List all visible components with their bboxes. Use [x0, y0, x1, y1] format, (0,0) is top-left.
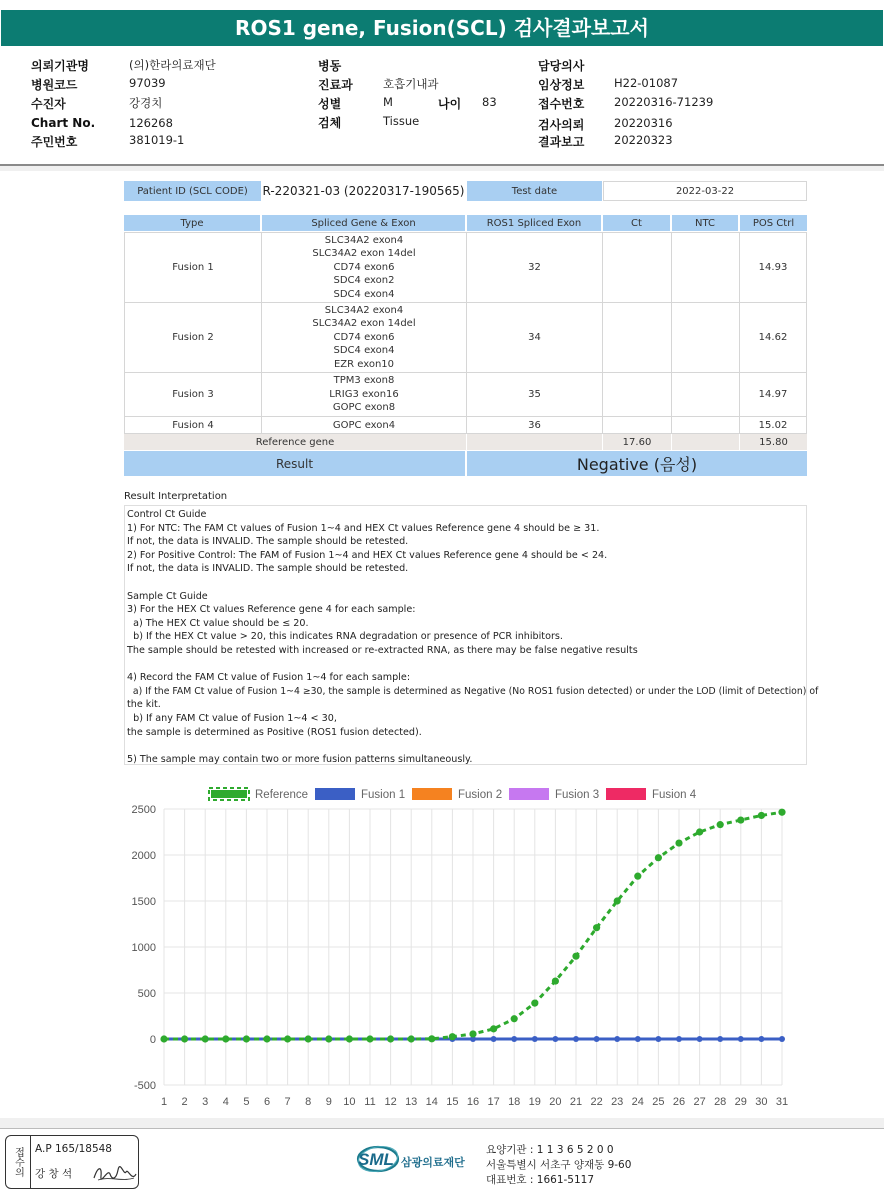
header-label: 성별: [318, 97, 342, 111]
table-cell-ct: [602, 372, 672, 417]
table-cell-type: Fusion 3: [124, 372, 262, 417]
interpretation-line: The sample should be retested with increased or re-extracted RNA, as there may be false negative results: [127, 644, 638, 656]
header-value: 호흡기내과: [383, 77, 439, 91]
data-point: [428, 1035, 435, 1042]
data-point: [737, 816, 744, 823]
y-tick-label: 1500: [131, 896, 156, 908]
col-header-exon: ROS1 Spliced Exon: [467, 215, 601, 231]
header-value: 20220316: [614, 116, 673, 130]
table-cell-ntc: [671, 232, 740, 303]
x-tick-label: 8: [305, 1096, 312, 1108]
x-tick-label: 6: [263, 1096, 271, 1108]
x-tick-label: 28: [714, 1096, 727, 1108]
interpretation-line: [127, 658, 806, 672]
x-tick-label: 22: [590, 1096, 603, 1108]
x-tick-label: 20: [549, 1096, 562, 1108]
address: 서울특별시 서초구 양재동 9-60: [486, 1159, 632, 1171]
test-date-value: 2022-03-22: [603, 181, 807, 201]
header-label: 병원코드: [31, 78, 78, 92]
result-label: Result: [124, 451, 465, 476]
header-label: Chart No.: [31, 116, 96, 130]
x-tick-label: 25: [652, 1096, 665, 1108]
x-tick-label: 9: [325, 1096, 332, 1108]
data-point: [263, 1035, 270, 1042]
x-tick-label: 21: [569, 1096, 583, 1108]
data-point: [614, 897, 621, 904]
data-point: [634, 873, 641, 880]
table-cell-type: Fusion 1: [124, 232, 262, 303]
doctor-stamp: [5, 1135, 139, 1189]
legend-swatch: [606, 788, 646, 800]
x-tick-label: 5: [243, 1096, 250, 1108]
table-cell-ct: [602, 416, 672, 434]
table-cell-exon: 36: [466, 416, 603, 434]
data-point: [511, 1015, 518, 1022]
y-tick-label: 2000: [131, 850, 156, 862]
report-title: ROS1 gene, Fusion(SCL) 검사결과보고서: [1, 10, 883, 46]
org-name: 삼광의료재단: [401, 1156, 465, 1169]
header-value: 381019-1: [129, 133, 185, 147]
y-tick-label: 2500: [131, 804, 156, 816]
legend-swatch: [509, 788, 549, 800]
x-tick-label: 13: [405, 1096, 418, 1108]
stamp-doctor-name: 강 창 석: [35, 1168, 73, 1180]
x-tick-label: 10: [343, 1096, 356, 1108]
table-cell-ntc: [671, 302, 740, 373]
interpretation-line: b) If any FAM Ct value of Fusion 1~4 < 30,: [127, 712, 337, 724]
data-point: [593, 924, 600, 931]
header-value: H22-01087: [614, 76, 679, 90]
reference-gene-ntc: [672, 434, 739, 450]
legend-swatch: [315, 788, 355, 800]
header-label: 병동: [318, 59, 342, 73]
table-cell-pos: 14.93: [739, 232, 807, 303]
interpretation-line: a) If the FAM Ct value of Fusion 1~4 ≥30, the sample is determined as Negative (No ROS1 fusion detected) or under the LOD (limit of Detection) of: [127, 685, 819, 697]
gene-exon: SDC4 exon2: [333, 275, 395, 287]
x-tick-label: 11: [364, 1096, 376, 1108]
interpretation-line: 5) The sample may contain two or more fusion patterns simultaneously.: [127, 753, 473, 765]
legend-label: Fusion 3: [555, 789, 600, 801]
data-point: [738, 1036, 744, 1042]
signature-image: [92, 1162, 138, 1186]
data-point: [305, 1035, 312, 1042]
data-point: [160, 1035, 167, 1042]
x-tick-label: 19: [528, 1096, 541, 1108]
header-value: Tissue: [383, 114, 420, 128]
footer-divider: [0, 1128, 884, 1129]
age-value: 83: [482, 95, 497, 109]
gene-exon: GOPC exon8: [332, 402, 396, 414]
header-label: 결과보고: [538, 135, 585, 149]
institution-code: 요양기관 : 1 1 3 6 5 2 0 0: [486, 1144, 614, 1156]
data-point: [181, 1035, 188, 1042]
interpretation-line: If not, the data is INVALID. The sample should be retested.: [127, 563, 409, 575]
x-tick-label: 31: [775, 1096, 789, 1108]
data-point: [758, 812, 765, 819]
interpretation-line: b) If the HEX Ct value > 20, this indicates RNA degradation or presence of PCR inhibitors.: [127, 631, 563, 643]
header-label: 진료과: [318, 78, 353, 92]
data-point: [594, 1036, 600, 1042]
gene-exon: SDC4 exon4: [333, 288, 395, 300]
data-point: [531, 1000, 538, 1007]
table-cell-ct: [602, 302, 672, 373]
col-header-genes: Spliced Gene & Exon: [262, 215, 465, 231]
data-point: [717, 1036, 723, 1042]
y-tick-label: -500: [133, 1080, 156, 1092]
x-tick-label: 3: [202, 1096, 209, 1108]
data-point: [779, 1036, 785, 1042]
legend-swatch: [412, 788, 452, 800]
data-point: [449, 1033, 456, 1040]
interpretation-line: the sample is determined as Positive (ROS1 fusion detected).: [127, 726, 422, 738]
x-tick-label: 27: [693, 1096, 706, 1108]
table-cell-genes: GOPC exon4: [261, 416, 467, 434]
x-tick-label: 2: [181, 1096, 188, 1108]
header-value: M: [383, 95, 393, 109]
result-value: Negative (음성): [467, 451, 807, 476]
interpretation-line: 2) For Positive Control: The FAM of Fusion 1~4 and HEX Ct values Reference gene 4 should be < 24.: [127, 549, 608, 561]
table-cell-pos: 15.02: [739, 416, 807, 434]
col-header-ntc: NTC: [672, 215, 738, 231]
gene-exon: SLC34A2 exon 14del: [312, 248, 416, 260]
patient-id-label: Patient ID (SCL CODE): [124, 181, 261, 201]
data-point: [573, 1036, 579, 1042]
gene-exon: TPM3 exon8: [333, 375, 395, 387]
legend-swatch-fill: [211, 790, 247, 798]
header-label: 의뢰기관명: [31, 59, 89, 73]
table-cell-genes: [261, 302, 467, 373]
x-tick-label: 24: [631, 1096, 644, 1108]
logo-text: SML: [358, 1150, 394, 1169]
data-point: [778, 809, 785, 816]
x-tick-label: 29: [734, 1096, 747, 1108]
x-tick-label: 7: [284, 1096, 291, 1108]
data-point: [676, 1036, 682, 1042]
x-tick-label: 1: [160, 1096, 168, 1108]
data-point: [408, 1035, 415, 1042]
data-point: [243, 1035, 250, 1042]
interpretation-line: 4) Record the FAM Ct value of Fusion 1~4 for each sample:: [127, 672, 411, 684]
data-point: [572, 953, 579, 960]
x-tick-label: 26: [672, 1096, 686, 1108]
stamp-ap-number: A.P 165/18548: [35, 1143, 112, 1155]
x-tick-label: 4: [222, 1096, 229, 1108]
table-cell-ntc: [671, 372, 740, 417]
header-label: 주민번호: [31, 135, 78, 149]
header-label: 접수번호: [538, 97, 585, 111]
chart-svg: [0, 778, 884, 1113]
data-point: [366, 1035, 373, 1042]
data-point: [655, 854, 662, 861]
table-cell-type: Fusion 4: [124, 416, 262, 434]
x-tick-label: 12: [384, 1096, 397, 1108]
header-value: 97039: [129, 76, 166, 90]
data-point: [532, 1036, 538, 1042]
data-point: [717, 821, 724, 828]
age-label: 나이: [438, 97, 462, 111]
col-header-ct: Ct: [603, 215, 670, 231]
x-tick-label: 17: [487, 1096, 500, 1108]
gene-exon: LRIG3 exon16: [329, 388, 399, 400]
interpretation-line: 3) For the HEX Ct values Reference gene 4 for each sample:: [127, 604, 416, 616]
table-cell-exon: 34: [466, 302, 603, 373]
data-point: [202, 1035, 209, 1042]
interpretation-line: a) The HEX Ct value should be ≤ 20.: [127, 617, 309, 629]
data-point: [491, 1036, 497, 1042]
header-label: 검사의뢰: [538, 118, 585, 132]
gene-exon: SLC34A2 exon4: [324, 234, 404, 246]
gene-exon: SDC4 exon4: [333, 345, 395, 357]
legend-label: Fusion 2: [458, 789, 503, 801]
interpretation-box: [124, 505, 819, 765]
data-point: [697, 1036, 703, 1042]
col-header-type: Type: [124, 215, 260, 231]
table-cell-pos: 14.62: [739, 302, 807, 373]
header-label: 수진자: [31, 97, 66, 111]
data-point: [284, 1035, 291, 1042]
header-value: 20220323: [614, 133, 673, 147]
data-point: [469, 1030, 476, 1037]
table-cell-ntc: [671, 416, 740, 434]
legend-label: Fusion 1: [361, 789, 406, 801]
reference-gene-ct: 17.60: [603, 434, 671, 450]
x-tick-label: 18: [508, 1096, 521, 1108]
data-point: [222, 1035, 229, 1042]
data-point: [552, 977, 559, 984]
header-value: 강경치: [129, 96, 163, 110]
table-cell-type: Fusion 2: [124, 302, 262, 373]
table-cell-exon: 32: [466, 232, 603, 303]
x-tick-label: 15: [446, 1096, 459, 1108]
gene-exon: CD74 exon6: [333, 261, 395, 273]
interpretation-line: 1) For NTC: The FAM Ct values of Fusion 1~4 and HEX Ct values Reference gene 4 should be ≥ 31.: [127, 522, 600, 534]
interpretation-line: the kit.: [127, 699, 161, 711]
data-point: [614, 1036, 620, 1042]
interpretation-line: Sample Ct Guide: [127, 590, 208, 602]
header-value: 126268: [129, 116, 173, 130]
data-point: [696, 828, 703, 835]
gene-exon: CD74 exon6: [333, 331, 395, 343]
phone-number: 대표번호 : 1661-5117: [486, 1174, 595, 1186]
gene-exon: SLC34A2 exon4: [324, 304, 404, 316]
interpretation-line: Control Ct Guide: [127, 509, 207, 520]
header-label: 임상정보: [538, 78, 585, 92]
x-tick-label: 16: [466, 1096, 480, 1108]
footer-band: [0, 1118, 884, 1128]
data-point: [758, 1036, 764, 1042]
interpretation-line: [127, 576, 806, 590]
data-point: [325, 1035, 332, 1042]
x-tick-label: 14: [425, 1096, 438, 1108]
data-point: [511, 1036, 517, 1042]
amplification-chart: [0, 778, 884, 1113]
data-point: [346, 1035, 353, 1042]
table-cell-genes: [261, 232, 467, 303]
x-tick-label: 30: [755, 1096, 768, 1108]
col-header-pos: POS Ctrl: [740, 215, 807, 231]
data-point: [387, 1035, 394, 1042]
reference-gene-pos: 15.80: [740, 434, 807, 450]
reference-gene-label: Reference gene: [124, 434, 466, 450]
data-point: [552, 1036, 558, 1042]
header-label: 담당의사: [538, 59, 585, 73]
header-value: (의)한라의료재단: [129, 58, 216, 72]
reference-gene-exon: [467, 434, 602, 450]
interpretation-title: Result Interpretation: [124, 491, 228, 502]
data-point: [675, 839, 682, 846]
gene-exon: EZR exon10: [333, 358, 395, 370]
patient-id-value: R-220321-03 (20220317-190565): [262, 184, 465, 198]
table-cell-genes: [261, 372, 467, 417]
interpretation-line: [127, 739, 806, 753]
data-point: [635, 1036, 641, 1042]
data-point: [655, 1036, 661, 1042]
y-tick-label: 0: [149, 1034, 156, 1046]
header-value: 20220316-71239: [614, 95, 714, 109]
sml-logo: [356, 1141, 480, 1181]
legend-label: Fusion 4: [652, 789, 697, 801]
legend-label: Reference: [255, 789, 309, 801]
header-band: [0, 166, 884, 171]
x-tick-label: 23: [611, 1096, 624, 1108]
table-cell-ct: [602, 232, 672, 303]
stamp-label: 접수의: [6, 1136, 31, 1188]
data-point: [490, 1025, 497, 1032]
y-tick-label: 1000: [131, 942, 156, 954]
table-cell-pos: 14.97: [739, 372, 807, 417]
table-cell-exon: 35: [466, 372, 603, 417]
header-label: 검체: [318, 116, 342, 130]
test-date-label: Test date: [467, 181, 602, 201]
gene-exon: SLC34A2 exon 14del: [312, 318, 416, 330]
y-tick-label: 500: [137, 988, 156, 1000]
interpretation-line: If not, the data is INVALID. The sample should be retested.: [127, 536, 409, 548]
